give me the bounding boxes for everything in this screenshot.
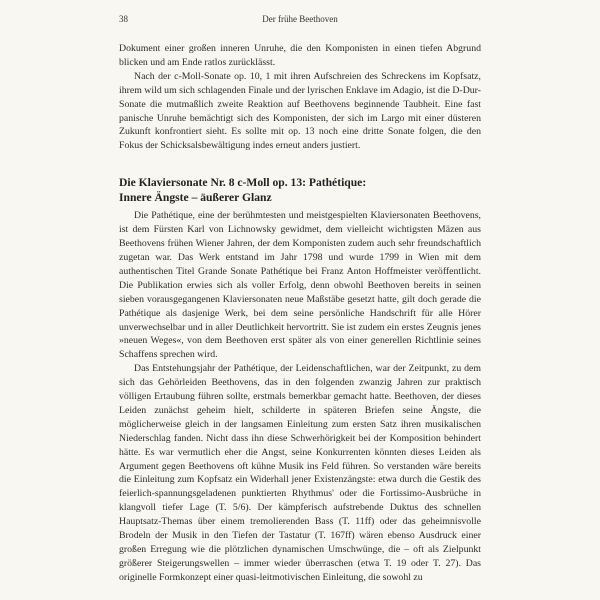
page-number: 38 <box>119 14 128 24</box>
running-header <box>119 14 481 28</box>
paragraph-3: Die Pathétique, eine der berühmtesten und meistgespielten Klaviersonaten Beethovens, ist dem Fürsten Karl von Lichnowsky gewidmet, dem vielleicht wichtigsten Mäzen aus Beethovens frühen Wiener Jahren, der dem Komponisten zudem auch sehr freundschaftlich zugetan war. Das Werk entstand im Jahr 1798 und wurde 1799 in Wien mit dem authentischen Titel Grande Sonate Pathétique bei Franz Anton Hoffmeister veröffentlicht. Die Publikation erwies sich als voller Erfolg, denn obwohl Beethoven bereits in seinen sieben vorausgegangenen Klaviersonaten neue Maßstäbe gesetzt hatte, gilt doch gerade die Pathétique als dasjenige Werk, bei dem seine persönliche Handschrift für alle Hörer unverwechselbar und in aller Deutlichkeit hervortritt. Sie ist zudem ein erstes Zeugnis jenes »neuen Weges«, von dem Beethoven erst später als von einer generellen Richtlinie seines Schaffens sprechen wird. <box>119 210 481 361</box>
paragraph-4: Das Entstehungsjahr der Pathétique, der Leidenschaftlichen, war der Zeitpunkt, zu dem sich das Gehörleiden Beethovens, das in den folgenden zwanzig Jahren zur praktisch völligen Ertaubung führen sollte, erstmals bemerkbar gemacht hatte. Beethoven, der dieses Leiden zunächst geheim hielt, schilderte in späteren Briefen seine Ängste, die möglicherweise gleich in der langsamen Einleitung zum ersten Satz ihren musikalischen Niederschlag fanden. Nicht dass ihn diese Schwerhörigkeit bei der Komposition behindert hätte. Es war vermutlich eher die Angst, seine Konkurrenten könnten dieses Leiden als Argument gegen Beethovens oft kühne Musik ins Feld führen. So verstanden wäre bereits die Einleitung zum Kopfsatz ein Widerhall jener Existenzängste: etwa durch die Gestik des feierlich-spannungsgeladenen punktierten Rhythmus' oder die Fortissimo-Ausbrüche in klangvoll tiefer Lage (T. 5/6). Der kämpferisch aufstrebende Duktus des schnellen Hauptsatz-Themas über einem tremolierenden Bass (T. 11ff) oder das geheimnisvolle Brodeln der Musik in den Tiefen der Tastatur (T. 167ff) wären ebenso Ausdruck einer großen Erregung wie die plötzlichen dynamischen Umschwünge, die – oft als Zielpunkt größerer Steigerungswellen – immer wieder überraschen (etwa T. 19 oder T. 27). Das originelle Formkonzept einer quasi-leitmotivischen Einleitung, die sowohl zu <box>119 363 481 583</box>
paragraph-2: Nach der c-Moll-Sonate op. 10, 1 mit ihren Aufschreien des Schreckens im Kopfsatz, ihrem wild um sich schlagenden Finale und der lyrischen Enklave im Adagio, ist die D-Dur-Sonate die mutmaßlich zweite Reaktion auf Beethovens beginnende Taubheit. Eine fast panische Unruhe bemächtigt sich des Komponisten, der sich im Largo mit einer düsteren Zukunft konfrontiert sieht. Es sollte mit op. 13 noch eine dritte Sonate folgen, die den Fokus der Schicksalsbewältigung indes erneut anders justiert. <box>119 70 481 152</box>
section-heading-line-1: Die Klaviersonate Nr. 8 c-Moll op. 13: Pathétique: <box>119 176 367 190</box>
paragraph-1: Dokument einer großen inneren Unruhe, die den Komponisten in einen tiefen Abgrund blicken und am Ende ratlos zurücklässt. <box>119 43 481 68</box>
text-column <box>119 42 481 585</box>
section-heading-line-2: Innere Ängste – äußerer Glanz <box>119 191 272 205</box>
section-heading <box>119 175 481 205</box>
running-title: Der frühe Beethoven <box>262 14 338 24</box>
